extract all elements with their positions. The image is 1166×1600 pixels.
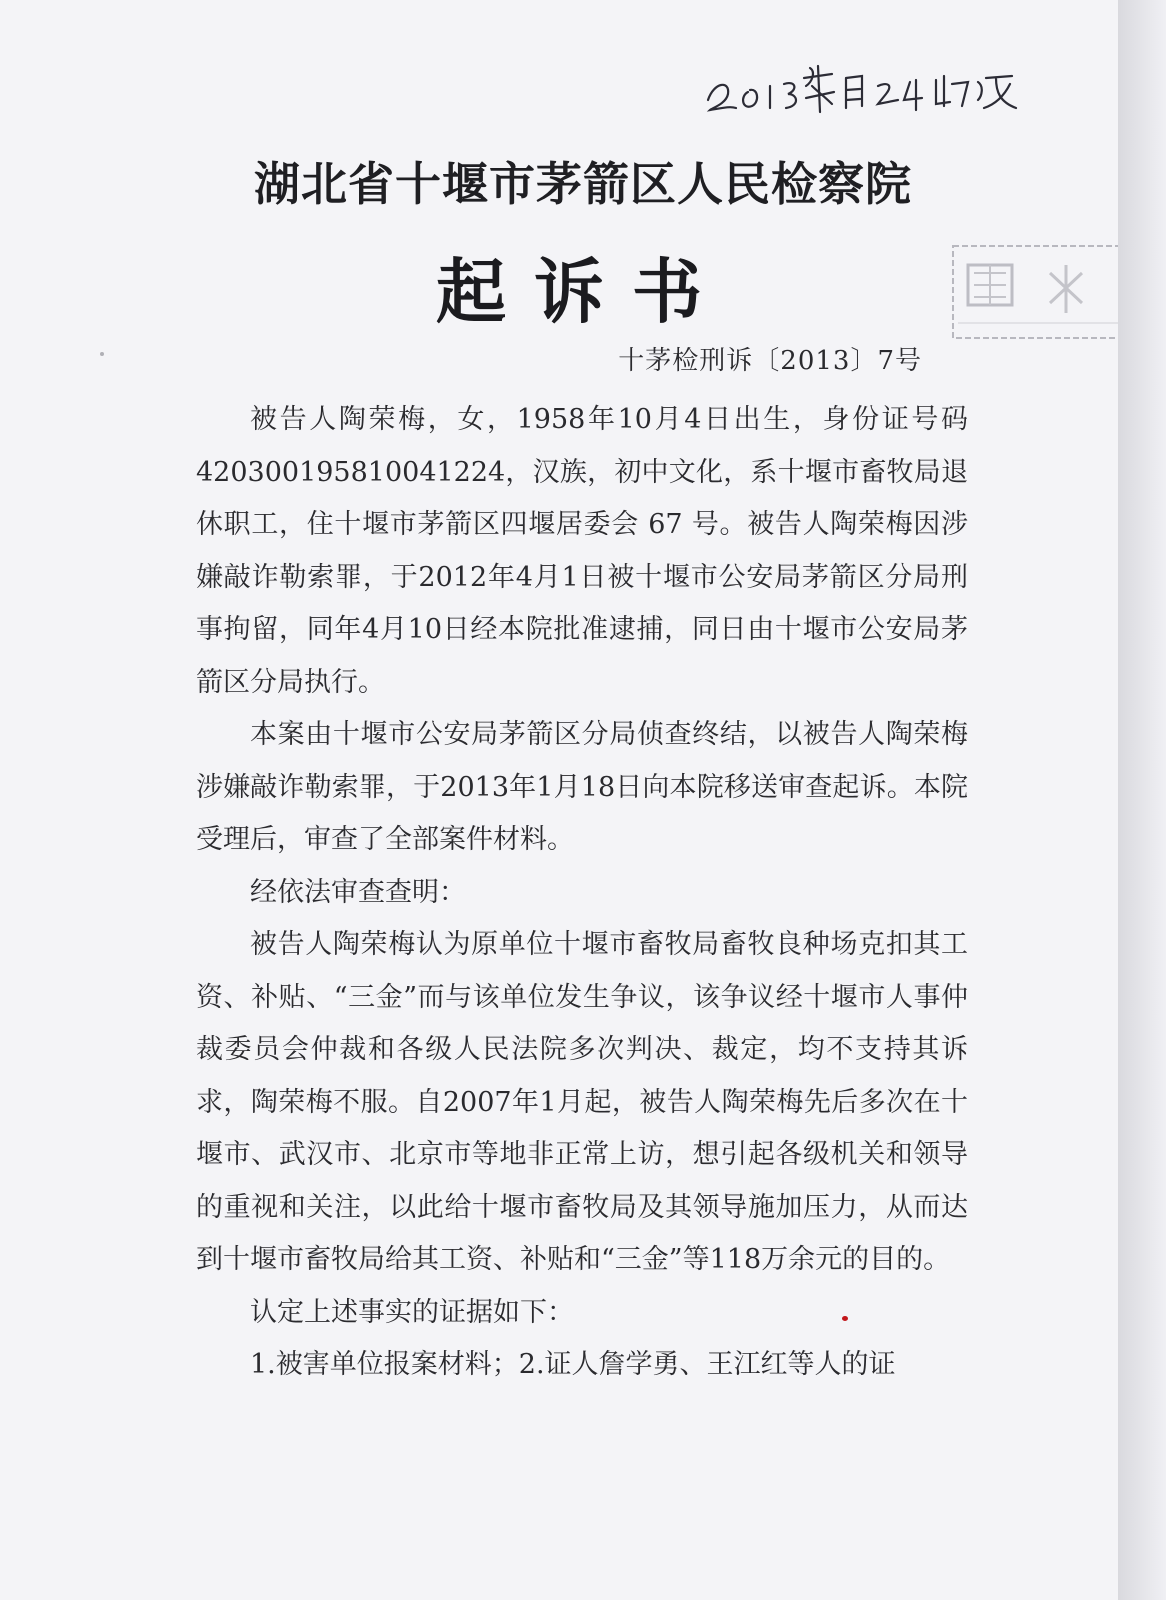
scan-speck: [100, 352, 104, 356]
paragraph-review-intro: 经依法审查查明：: [250, 876, 466, 908]
paragraph-facts: 被告人陶荣梅认为原单位十堰市畜牧局畜牧良种场克扣其工资、补贴、“三金”而与该单位发生争议，该争议经十堰市人事仲裁委员会仲裁和各级人民法院多次判决、裁定，均不支持其诉求，陶荣梅不服。自2007年1月起，被告人陶荣梅先后多次在十堰市、武汉市、北京市等地非正常上访，想引起各级机关和领导的重视和关注，以此给十堰市畜牧局及其领导施加压力，从而达到十堰市畜牧局给其工资、补贴和“三金”等118万余元的目的。: [196, 929, 968, 1275]
handwriting-signature-icon: [700, 42, 1030, 122]
document-body: [196, 394, 968, 1392]
paragraph-case-transfer: 本案由十堰市公安局茅箭区分局侦查终结，以被告人陶荣梅涉嫌敲诈勒索罪，于2013年1月18日向本院移送审查起诉。本院受理后，审查了全部案件材料。: [196, 719, 968, 855]
handwritten-received-note: [700, 42, 1030, 122]
document-number: 十茅检刑诉〔2013〕7号: [618, 346, 922, 376]
red-ink-dot: [842, 1316, 848, 1321]
organization-header: 湖北省十堰市茅箭区人民检察院: [254, 157, 912, 211]
paragraph-evidence-list: 1.被害单位报案材料；2.证人詹学勇、王江红等人的证: [250, 1349, 896, 1380]
scan-edge-shadow: [1118, 0, 1166, 1600]
paragraph-defendant-info: 被告人陶荣梅，女，1958年10月4日出生，身份证号码420300195810041224，汉族，初中文化，系十堰市畜牧局退休职工，住十堰市茅箭区四堰居委会 67 号。被告人陶荣梅因涉嫌敲诈勒索罪，于2012年4月1日被十堰市公安局茅箭区分局刑事拘留，同年4月10日经本院批准逮捕，同日由十堰市公安局茅箭区分局执行。: [196, 404, 968, 698]
paragraph-evidence-intro: 认定上述事实的证据如下：: [250, 1296, 574, 1328]
document-title: 起诉书: [436, 251, 730, 333]
